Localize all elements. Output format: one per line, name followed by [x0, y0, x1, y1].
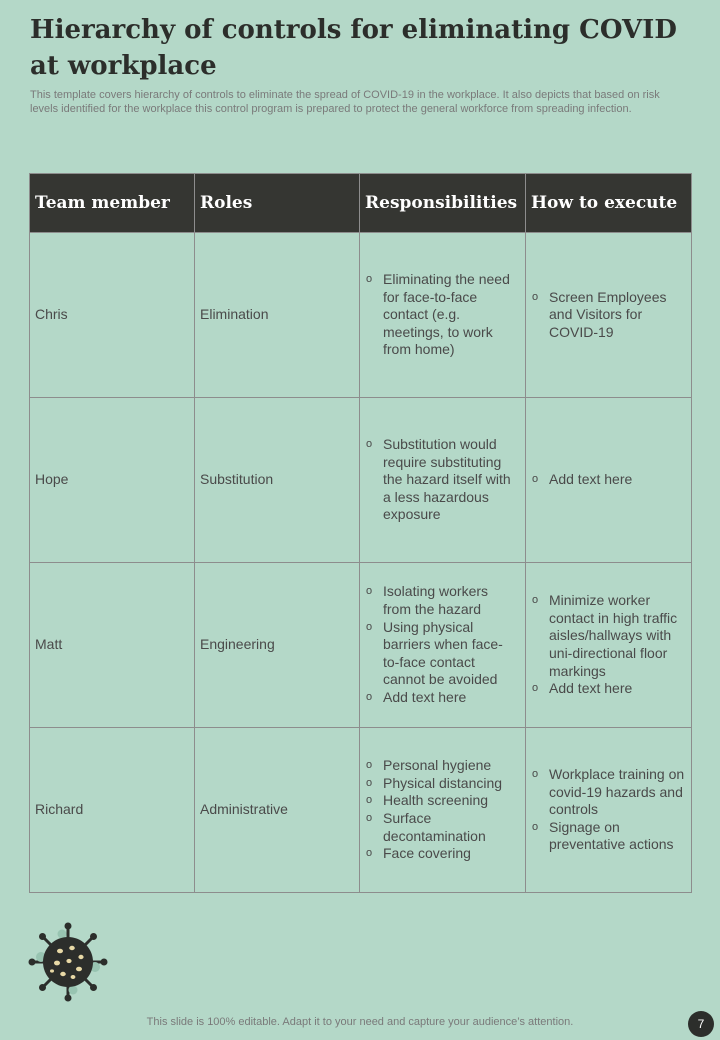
bullet-item: o Health screening [366, 792, 519, 810]
bullet-list [366, 583, 519, 706]
bullet-item: o Personal hygiene [366, 757, 519, 775]
bullet-item: o Add text here [366, 689, 519, 707]
virus-icon [27, 921, 109, 1003]
execute-cell [526, 233, 692, 398]
column-header-how-to-execute: How to execute [526, 174, 692, 233]
bullet-item: o Using physical barriers when face-to-face contact cannot be avoided [366, 619, 519, 689]
execute-cell [526, 728, 692, 893]
bullet-item: o Screen Employees and Visitors for COVID-19 [532, 289, 685, 342]
column-header-roles: Roles [195, 174, 360, 233]
table-row [30, 563, 692, 728]
role-cell: Elimination [195, 233, 360, 398]
bullet-list [532, 289, 685, 342]
page-description: This template covers hierarchy of controls to eliminate the spread of COVID-19 in the workplace. It also depicts that based on risk levels identified for the workplace this control program is prepared to protect the general workforce from spreading infection. [30, 89, 660, 115]
bullet-item: o Signage on preventative actions [532, 819, 685, 854]
role-cell: Administrative [195, 728, 360, 893]
responsibilities-cell [360, 233, 526, 398]
footer-note: This slide is 100% editable. Adapt it to your need and capture your audience’s attention. [146, 1016, 574, 1028]
execute-cell [526, 563, 692, 728]
bullet-list [366, 757, 519, 863]
hierarchy-table [29, 173, 692, 893]
bullet-item: o Face covering [366, 845, 519, 863]
column-header-team-member: Team member [30, 174, 195, 233]
bullet-list [366, 271, 519, 359]
responsibilities-cell [360, 398, 526, 563]
bullet-item: o Physical distancing [366, 775, 519, 793]
table-row [30, 398, 692, 563]
bullet-item: o Add text here [532, 471, 685, 489]
bullet-item: o Minimize worker contact in high traffic aisles/hallways with uni-directional floor markings [532, 592, 685, 680]
bullet-list [532, 471, 685, 489]
team-member-cell: Chris [30, 233, 195, 398]
table-row [30, 728, 692, 893]
bullet-item: o Isolating workers from the hazard [366, 583, 519, 618]
role-cell: Engineering [195, 563, 360, 728]
page-title: Hierarchy of controls for eliminating COVID at workplace [30, 15, 677, 81]
bullet-item: o Add text here [532, 680, 685, 698]
table-row [30, 233, 692, 398]
team-member-cell: Matt [30, 563, 195, 728]
role-cell: Substitution [195, 398, 360, 563]
responsibilities-cell [360, 728, 526, 893]
bullet-list [532, 766, 685, 854]
bullet-item: o Surface decontamination [366, 810, 519, 845]
execute-cell [526, 398, 692, 563]
table-header-row [30, 174, 692, 233]
team-member-cell: Richard [30, 728, 195, 893]
bullet-list [532, 592, 685, 698]
team-member-cell: Hope [30, 398, 195, 563]
bullet-item: o Substitution would require substituting the hazard itself with a less hazardous exposure [366, 436, 519, 524]
responsibilities-cell [360, 563, 526, 728]
bullet-list [366, 436, 519, 524]
bullet-item: o Eliminating the need for face-to-face contact (e.g. meetings, to work from home) [366, 271, 519, 359]
page-number-badge: 7 [688, 1011, 714, 1037]
bullet-item: o Workplace training on covid-19 hazards and controls [532, 766, 685, 819]
column-header-responsibilities: Responsibilities [360, 174, 526, 233]
